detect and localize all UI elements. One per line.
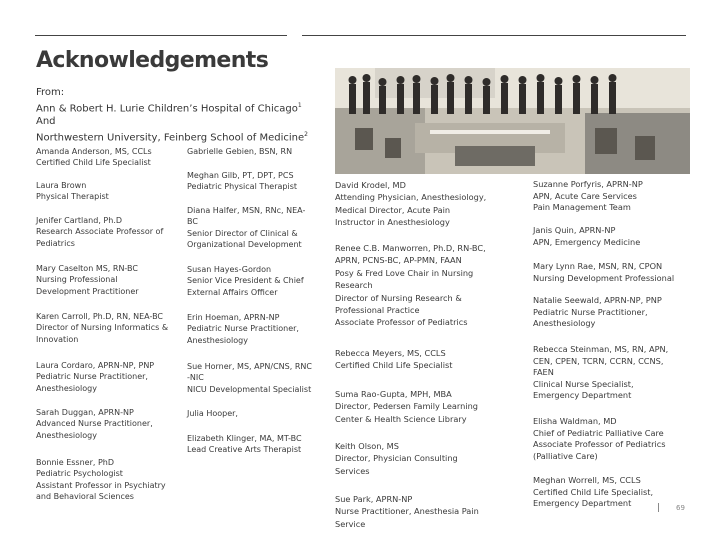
person-title: Medical Director, Acute Pain: [335, 204, 451, 215]
person-title: External Affairs Officer: [187, 287, 278, 297]
list-item: [533, 225, 640, 248]
person-title: Pediatric Physical Therapist: [187, 182, 298, 192]
person-title: Center & Health Science Library: [335, 413, 467, 424]
person-title: Development Practitioner: [36, 286, 139, 296]
list-item: [533, 295, 662, 330]
person-title: Director, Pedersen Family Learning: [335, 401, 478, 412]
list-item: [187, 408, 238, 419]
person-name: Mary Caselton MS, RN-BC: [36, 264, 138, 273]
person-title: Senior Director of Clinical &: [187, 228, 298, 238]
list-item: [187, 170, 297, 193]
list-item: [533, 344, 668, 402]
person-title: Innovation: [36, 334, 79, 344]
person-title: Organizational Development: [187, 240, 302, 250]
person-name: Amanda Anderson, MS, CCLs: [36, 147, 152, 156]
person-title: Research Associate Professor of: [36, 227, 164, 237]
person-name: Karen Carroll, Ph.D, RN, NEA-BC: [36, 312, 164, 321]
person-title: Anesthesiology: [533, 318, 596, 328]
list-item: [533, 179, 643, 214]
person-title: Clinical Nurse Specialist,: [533, 378, 634, 389]
person-title: NICU Developmental Specialist: [187, 384, 312, 394]
person-name: Renee C.B. Manworren, Ph.D, RN-BC,: [335, 243, 486, 253]
person-title: Pain Management Team: [533, 202, 631, 212]
person-title: Associate Professor of Pediatrics: [533, 439, 666, 449]
list-item: [187, 361, 312, 395]
list-item: [36, 311, 168, 345]
person-name: Elisha Waldman, MD: [533, 416, 617, 426]
page-number: 69: [676, 504, 685, 512]
person-title: Pediatric Nurse Practitioner,: [533, 306, 648, 317]
person-name: Elizabeth Klinger, MA, MT-BC: [187, 434, 302, 443]
person-title: Pediatrics: [36, 238, 75, 248]
list-item: [36, 146, 152, 169]
list-item: [36, 360, 154, 394]
person-name: Janis Quin, APRN-NP: [533, 225, 616, 235]
list-item: [187, 264, 304, 298]
person-name: Mary Lynn Rae, MSN, RN, CPON: [533, 261, 663, 271]
person-name: Sue Park, APRN-NP: [335, 494, 413, 504]
person-title: Nursing Development Professional: [533, 272, 675, 283]
person-title: Assistant Professor in Psychiatry: [36, 480, 166, 490]
list-item: [187, 146, 292, 157]
list-item: [36, 180, 109, 203]
person-title: Associate Professor of Pediatrics: [335, 317, 468, 328]
person-title: Director of Nursing Informatics &: [36, 323, 169, 333]
list-item: [335, 388, 478, 425]
person-name: Suma Rao-Gupta, MPH, MBA: [335, 389, 452, 399]
person-title: Professional Practice: [335, 305, 420, 316]
from-line: [36, 99, 308, 115]
list-item: [36, 263, 139, 297]
person-name: Susan Hayes-Gordon: [187, 265, 272, 274]
person-name: Rebecca Meyers, MS, CCLS: [335, 348, 446, 358]
person-name: Laura Brown: [36, 181, 87, 190]
person-title: Attending Physician, Anesthesiology,: [335, 192, 487, 203]
person-title: Pediatric Nurse Practitioner,: [36, 372, 148, 382]
person-title: Advanced Nurse Practitioner,: [36, 419, 153, 429]
person-title: Nurse Practitioner, Anesthesia Pain: [335, 506, 479, 517]
superscript: 2: [304, 131, 308, 139]
top-rule-left: [35, 35, 287, 36]
list-item: [335, 347, 452, 372]
person-title: FAEN: [533, 367, 554, 377]
person-title: (Palliative Care): [533, 450, 598, 461]
person-title: Certified Child Life Specialist: [36, 158, 151, 168]
person-title: Emergency Department: [533, 390, 632, 400]
person-title: Certified Child Life Specialist: [335, 360, 453, 371]
person-title: CEN, CPEN, TCRN, CCRN, CCNS,: [533, 355, 664, 366]
person-name: Julia Hooper,: [187, 409, 238, 418]
person-title: APRN, PCNS-BC, AP-PMN, FAAN: [335, 255, 462, 266]
group-photo-image: [335, 68, 690, 174]
person-name: Natalie Seewald, APRN-NP, PNP: [533, 295, 662, 305]
person-title: Certified Child Life Specialist,: [533, 486, 654, 497]
person-title: and Behavioral Sciences: [36, 492, 134, 502]
person-title: Instructor in Anesthesiology: [335, 217, 450, 228]
person-name: Keith Olson, MS: [335, 441, 399, 451]
person-name: Bonnie Essner, PhD: [36, 458, 115, 467]
person-title: Pediatric Psychologist: [36, 469, 123, 479]
person-title: APN, Acute Care Services: [533, 190, 637, 201]
from-line: And: [36, 116, 56, 128]
person-name: Sue Horner, MS, APN/CNS, RNC: [187, 362, 312, 371]
person-title: Pediatric Nurse Practitioner,: [187, 324, 299, 334]
person-title: Anesthesiology: [36, 430, 97, 440]
page-separator: |: [657, 503, 661, 513]
person-title: Service: [335, 518, 366, 529]
person-title: Research: [335, 280, 373, 291]
from-line: [36, 128, 308, 144]
person-name: Meghan Worrell, MS, CCLS: [533, 475, 641, 485]
list-item: [36, 215, 163, 249]
person-name: Laura Cordaro, APRN-NP, PNP: [36, 361, 155, 370]
person-title: Physical Therapist: [36, 192, 109, 202]
list-item: [533, 475, 653, 510]
person-name: Gabrielle Gebien, BSN, RN: [187, 147, 293, 156]
from-line: From:: [36, 87, 65, 98]
superscript: 1: [297, 102, 302, 109]
person-title: Anesthesiology: [187, 335, 248, 345]
list-item: [36, 457, 166, 503]
person-name: Erin Hoeman, APRN-NP: [187, 313, 280, 322]
list-item: [335, 493, 479, 530]
person-title: Senior Vice President & Chief: [187, 276, 304, 286]
person-title: Lead Creative Arts Therapist: [187, 445, 302, 455]
list-item: [335, 242, 486, 329]
person-title: BC: [187, 217, 198, 227]
person-name: Meghan Gilb, PT, DPT, PCS: [187, 171, 294, 180]
person-title: APN, Emergency Medicine: [533, 236, 641, 247]
from-text: Ann & Robert H. Lurie Children’s Hospital of Chicago: [36, 103, 298, 115]
person-name: Rebecca Steinman, MS, RN, APN,: [533, 344, 669, 354]
person-title: Nursing Professional: [36, 275, 118, 285]
list-item: [533, 261, 674, 284]
person-title: Posy & Fred Love Chair in Nursing: [335, 267, 474, 278]
person-title: Anesthesiology: [36, 383, 97, 393]
person-name: Diana Halfer, MSN, RNc, NEA-: [187, 206, 306, 215]
list-item: [187, 205, 305, 251]
list-item: [533, 416, 666, 462]
person-name: Jenifer Cartland, Ph.D: [36, 216, 123, 225]
person-title: Chief of Pediatric Palliative Care: [533, 427, 664, 438]
person-name: Sarah Duggan, APRN-NP: [36, 408, 134, 417]
person-title: Emergency Department: [533, 498, 632, 508]
list-item: [335, 179, 486, 229]
top-rule-right: [302, 35, 686, 36]
list-item: [335, 440, 458, 477]
slide-title: Acknowledgements: [36, 48, 269, 73]
person-name: Suzanne Porfyris, APRN-NP: [533, 179, 643, 189]
list-item: [187, 312, 299, 346]
list-item: [36, 407, 153, 441]
person-title: -NIC: [187, 373, 204, 383]
list-item: [187, 433, 302, 456]
from-block: [36, 86, 308, 145]
person-name: David Krodel, MD: [335, 180, 406, 190]
person-title: Director, Physician Consulting: [335, 453, 458, 464]
person-title: Services: [335, 465, 370, 476]
person-title: Director of Nursing Research &: [335, 292, 462, 303]
from-text: Northwestern University, Feinberg School of Medicine: [36, 132, 305, 144]
